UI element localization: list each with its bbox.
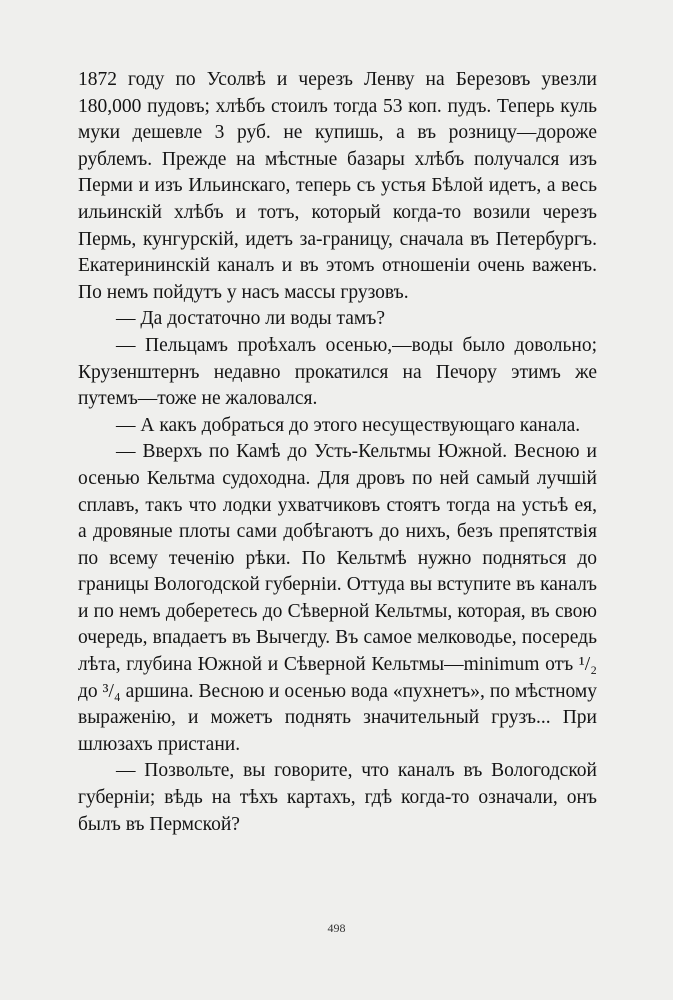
page-number: 498 [327, 921, 346, 935]
body-text [78, 67, 597, 838]
paragraph-5: — Вверхъ по Камѣ до Усть-Кельтмы Южной. Весною и осенью Кельтма судоходна. Для дровъ по ней самый лучшій сплавъ, такъ что лодки ухватчиковъ стоятъ тогда на устьѣ ея, а дровяные плоты сами добѣгаютъ до нихъ, безъ препятствія по всему теченію рѣки. По Кельтмѣ нужно подняться до границы Вологодской губерніи. Оттуда вы вступите въ каналъ и по немъ доберетесь до Сѣверной Кельтмы, которая, въ свою очередь, впадаетъ въ Вычегду. Въ самое мелководье, посередь лѣта, глубина Южной и Сѣверной Кельтмы—minimum отъ ¹/₂ до ³/₄ аршина. Весною и осенью вода «пухнетъ», по мѣстному выраженію, и можетъ поднять значительный грузъ... При шлюзахъ пристани. [78, 441, 597, 755]
paragraph-6: — Позвольте, вы говорите, что каналъ въ Вологодской губерніи; вѣдь на тѣхъ картахъ, гдѣ когда-то означали, онъ былъ въ Пермской? [78, 760, 597, 835]
paragraph-4: — А какъ добраться до этого несуществующаго канала. [116, 414, 581, 436]
paragraph-1: 1872 году по Усолвѣ и черезъ Ленву на Березовъ увезли 180,000 пудовъ; хлѣбъ стоилъ тогда 53 коп. пудъ. Теперь куль муки дешевле 3 руб. не купишь, а въ розницу—дороже рублемъ. Прежде на мѣстные базары хлѣбъ получался изъ Перми и изъ Ильинскаго, теперь съ устья Бѣлой идетъ, а весь ильинскій хлѣбъ и тотъ, который когда-то возили черезъ Пермь, кунгурскій, идетъ за-границу, сначала въ Петербургъ. Екатерининскій каналъ и въ этомъ отношеніи очень важенъ. По немъ пойдутъ у насъ массы грузовъ. [78, 69, 597, 303]
paragraph-2: — Да достаточно ли воды тамъ? [116, 308, 386, 330]
paragraph-3: — Пельцамъ проѣхалъ осенью,—воды было довольно; Крузенштернъ недавно прокатился на Печору этимъ же путемъ—тоже не жаловался. [78, 334, 597, 410]
